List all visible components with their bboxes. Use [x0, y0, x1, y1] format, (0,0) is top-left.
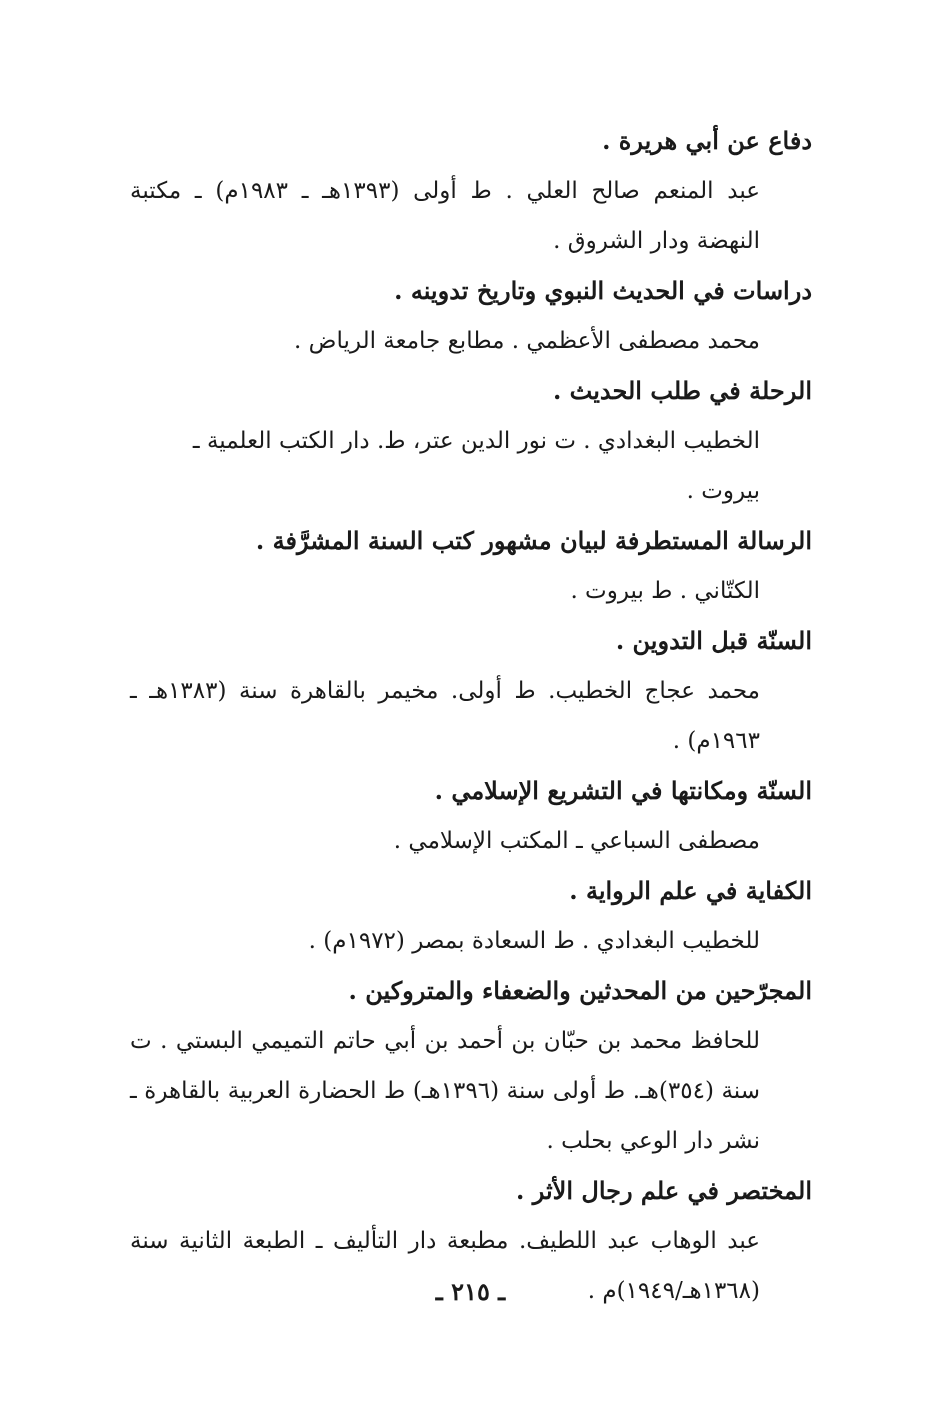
entry-detail: عبد الوهاب عبد اللطيف. مطبعة دار التأليف ـ الطبعة الثانية سنة (١٣٦٨هـ/١٩٤٩)م .	[130, 1228, 760, 1304]
entry-title: المختصر في علم رجال الأثر .	[516, 1176, 812, 1205]
entry-detail: مصطفى السباعي ـ المكتب الإسلامي .	[393, 828, 760, 854]
page-number: ـ ٢١٥ ـ	[435, 1277, 506, 1306]
bibliography-entry	[130, 616, 812, 766]
entry-detail: محمد مصطفى الأعظمي . مطابع جامعة الرياض .	[294, 328, 760, 354]
bibliography-entry	[130, 766, 812, 866]
entry-title: المجرّحين من المحدثين والضعفاء والمتروكين .	[348, 976, 812, 1005]
bibliography-entry	[130, 116, 812, 266]
bibliography-entry	[130, 866, 812, 966]
entry-title: الرسالة المستطرفة لبيان مشهور كتب السنة المشرَّفة .	[255, 526, 812, 555]
bibliography-entry	[130, 516, 812, 616]
entry-title: دراسات في الحديث النبوي وتاريخ تدوينه .	[394, 276, 812, 305]
entry-detail: محمد عجاج الخطيب. ط أولى. مخيمر بالقاهرة سنة (١٣٨٣هـ ـ ١٩٦٣م) .	[130, 678, 760, 754]
entry-title: السنّة قبل التدوين .	[615, 626, 812, 655]
entry-title: الكفاية في علم الرواية .	[569, 876, 812, 905]
bibliography-list	[130, 116, 812, 1316]
entry-detail: الخطيب البغدادي . ت نور الدين عتر، ط. دار الكتب العلمية ـ بيروت .	[192, 428, 760, 504]
entry-title: السنّة ومكانتها في التشريع الإسلامي .	[434, 776, 812, 805]
entry-detail: للحافظ محمد بن حبّان بن أحمد بن أبي حاتم التميمي البستي . ت سنة (٣٥٤)هـ. ط أولى سنة (١٣٩٦هـ) ط الحضارة العربية بالقاهرة ـ نشر دار الوعي بحلب .	[130, 1028, 761, 1154]
entry-detail: الكتّاني . ط بيروت .	[570, 578, 760, 604]
bibliography-entry	[130, 366, 812, 516]
entry-detail: عبد المنعم صالح العلي . ط أولى (١٣٩٣هـ ـ ١٩٨٣م) ـ مكتبة النهضة ودار الشروق .	[130, 178, 761, 254]
bibliography-entry	[130, 266, 812, 366]
entry-title: الرحلة في طلب الحديث .	[552, 376, 812, 405]
entry-detail: للخطيب البغدادي . ط السعادة بمصر (١٩٧٢م) .	[308, 928, 760, 954]
bibliography-entry	[130, 966, 812, 1166]
entry-title: دفاع عن أبي هريرة .	[602, 126, 812, 155]
